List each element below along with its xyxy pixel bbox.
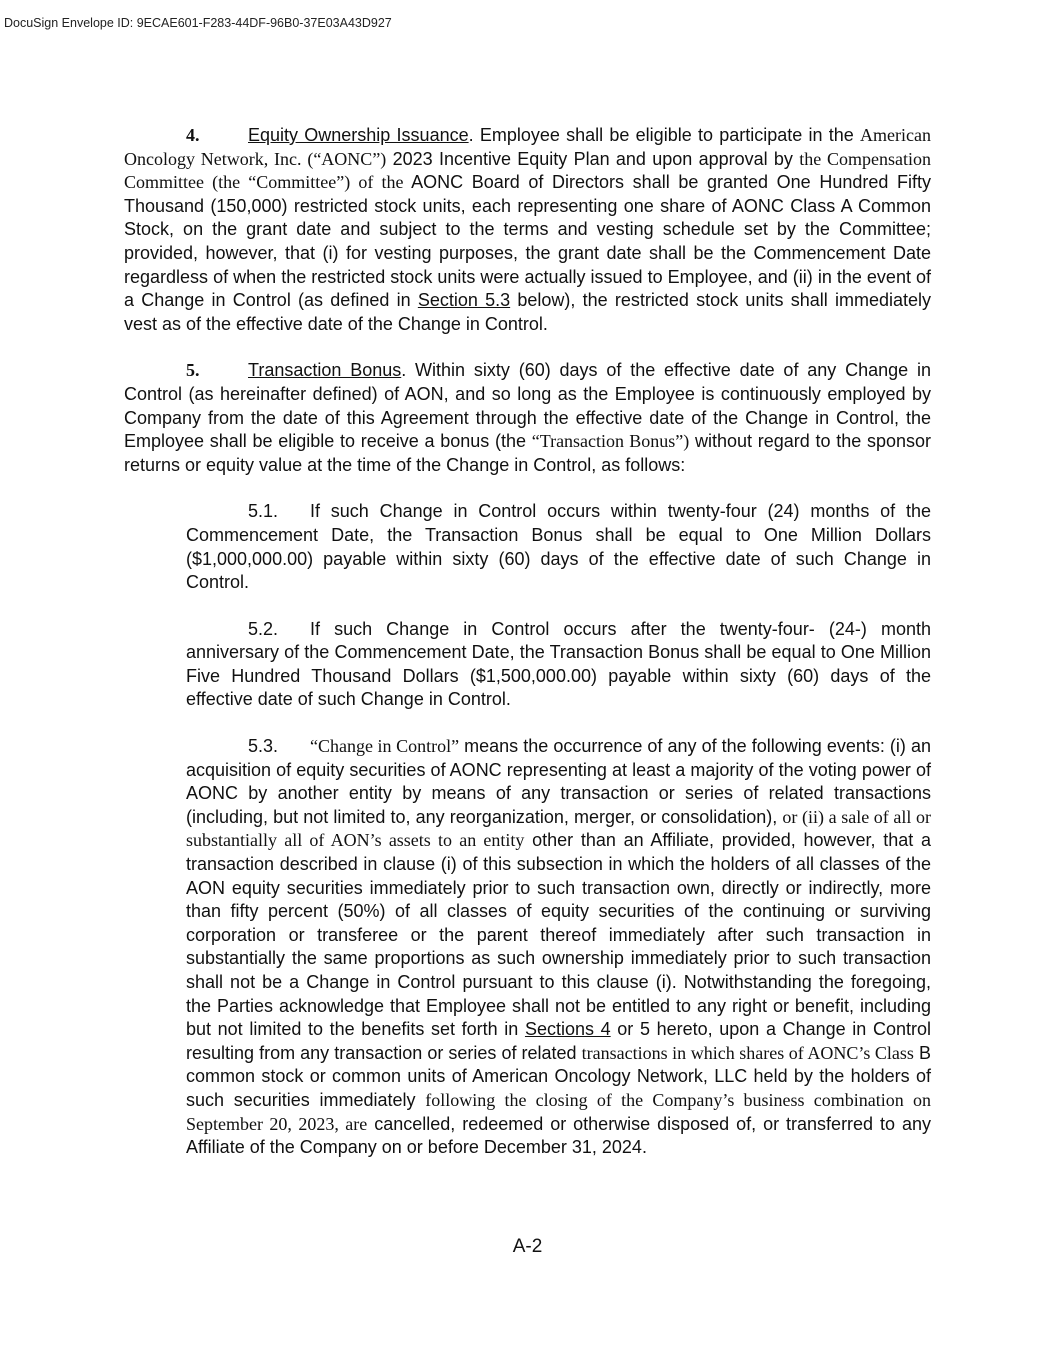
section-4-text-6: below), the restricted stock units shall immediately vest as of the effective date of the Change in Control. bbox=[124, 290, 931, 334]
section-5-3-number: 5.3. bbox=[248, 736, 279, 757]
section-5-number: 5. bbox=[186, 360, 200, 381]
sections-4-reference: Sections 4 bbox=[524, 1019, 611, 1040]
section-4-text-5: AONC Board of Directors shall be granted One Hundred Fifty Thousand (150,000) restricted stock units, each representing one share of AONC Class A Common Stock, on the grant date and subject to the terms and vesting schedule set by the Committee; provided, however, that (i) for vesting purposes, the grant date shall be the Commencement Date regardless of when the restricted stock units were actually issued to Employee, and (ii) in the event of a Change in Control (as defined in bbox=[124, 172, 931, 311]
section-5-3-text-6: transactions in which shares of AONC’s Class bbox=[581, 1042, 914, 1063]
section-5-3-text-8: following the closing of the Company’s business combination on September 20, 2023, are bbox=[186, 1089, 931, 1134]
document-body bbox=[124, 124, 931, 1183]
section-5-3-paragraph bbox=[186, 735, 931, 1160]
section-4-number: 4. bbox=[186, 125, 200, 145]
docusign-envelope-id: DocuSign Envelope ID: 9ECAE601-F283-44DF-96B0-37E03A43D927 bbox=[4, 16, 392, 30]
section-5-text-2: “Transaction Bonus”) bbox=[531, 431, 690, 452]
section-5-2-paragraph bbox=[186, 618, 931, 712]
page-number: A-2 bbox=[512, 1236, 543, 1257]
section-5-text-1: . Within sixty (60) days of the effective date of any Change in Control (as hereinafter defined) of AON, and so long as the Employee is continuously employed by Company from the date of this Agreement through the effective date of the Change in Control, the Employee shall be eligible to receive a bonus (the bbox=[124, 360, 931, 452]
section-5-3-reference: Section 5.3 bbox=[417, 290, 511, 311]
section-4-text-3: 2023 Incentive Equity Plan and upon approval by bbox=[386, 148, 800, 169]
section-5-1-number: 5.1. bbox=[248, 501, 279, 522]
section-4-text-4: the Compensation Committee (the “Committee”) of the bbox=[124, 148, 931, 193]
section-4-paragraph bbox=[124, 124, 931, 336]
section-5-1-text: If such Change in Control occurs within twenty-four (24) months of the Commencement Date, the Transaction Bonus shall be equal to One Million Dollars ($1,000,000.00) payable within sixty (60) days of the effective date of such Change in Control. bbox=[186, 501, 931, 593]
section-5-3-text-7: B common stock or common units of American Oncology Network, LLC held by the holders of such securities immediately bbox=[186, 1042, 931, 1110]
section-5-paragraph bbox=[124, 359, 931, 477]
section-5-2-text: If such Change in Control occurs after the twenty-four- (24-) month anniversary of the Commencement Date, the Transaction Bonus shall be equal to One Million Five Hundred Thousand Dollars ($1,500,000.00) payable within sixty (60) days of the effective date of such Change in Control. bbox=[186, 618, 931, 710]
section-4-text-2: American Oncology Network, Inc. (“AONC”) bbox=[124, 125, 932, 169]
section-4-title: Equity Ownership Issuance bbox=[248, 125, 469, 145]
section-5-3-text-4: other than an Affiliate, provided, however, that a transaction described in clause (i) of this subsection in which the holders of all classes of the AON equity securities immediately prior to such transaction own, directly or indirectly, more than fifty percent (50%) of all classes of equity securities of the continuing or surviving corporation or transferee or the parent thereof immediately after such transaction in substantially the same proportions as such ownership immediately prior to such transaction shall not be a Change in Control pursuant to this clause (i). Notwithstanding the foregoing, the Parties acknowledge that Employee shall not be entitled to any right or benefit, including but not limited to the benefits set forth in bbox=[186, 830, 931, 1040]
section-5-title: Transaction Bonus bbox=[248, 360, 402, 381]
section-5-3-text-5: or 5 hereto, upon a Change in Control resulting from any transaction or series of related bbox=[186, 1019, 931, 1063]
section-5-text-3: without regard to the sponsor returns or equity value at the time of the Change in Control, as follows: bbox=[124, 431, 931, 475]
section-5-3-text-2: means the occurrence of any of the following events: (i) an acquisition of equity securities of AONC representing at least a majority of the voting power of AONC by another entity by means of any transaction or series of related transactions (including, but not limited to, any reorganization, merger, or consolidation), bbox=[186, 736, 931, 827]
section-5-3-text-3: or (ii) a sale of all or substantially all of AON’s assets to an entity bbox=[186, 806, 931, 851]
section-5-3-text-1: “Change in Control” bbox=[310, 736, 460, 757]
section-5-2-number: 5.2. bbox=[248, 618, 279, 639]
section-5-1-paragraph bbox=[186, 500, 931, 594]
section-4-text-1: . Employee shall be eligible to participate in the bbox=[468, 125, 861, 145]
section-5-3-text-9: cancelled, redeemed or otherwise disposed of, or transferred to any Affiliate of the Company on or before December 31, 2024. bbox=[186, 1113, 931, 1158]
